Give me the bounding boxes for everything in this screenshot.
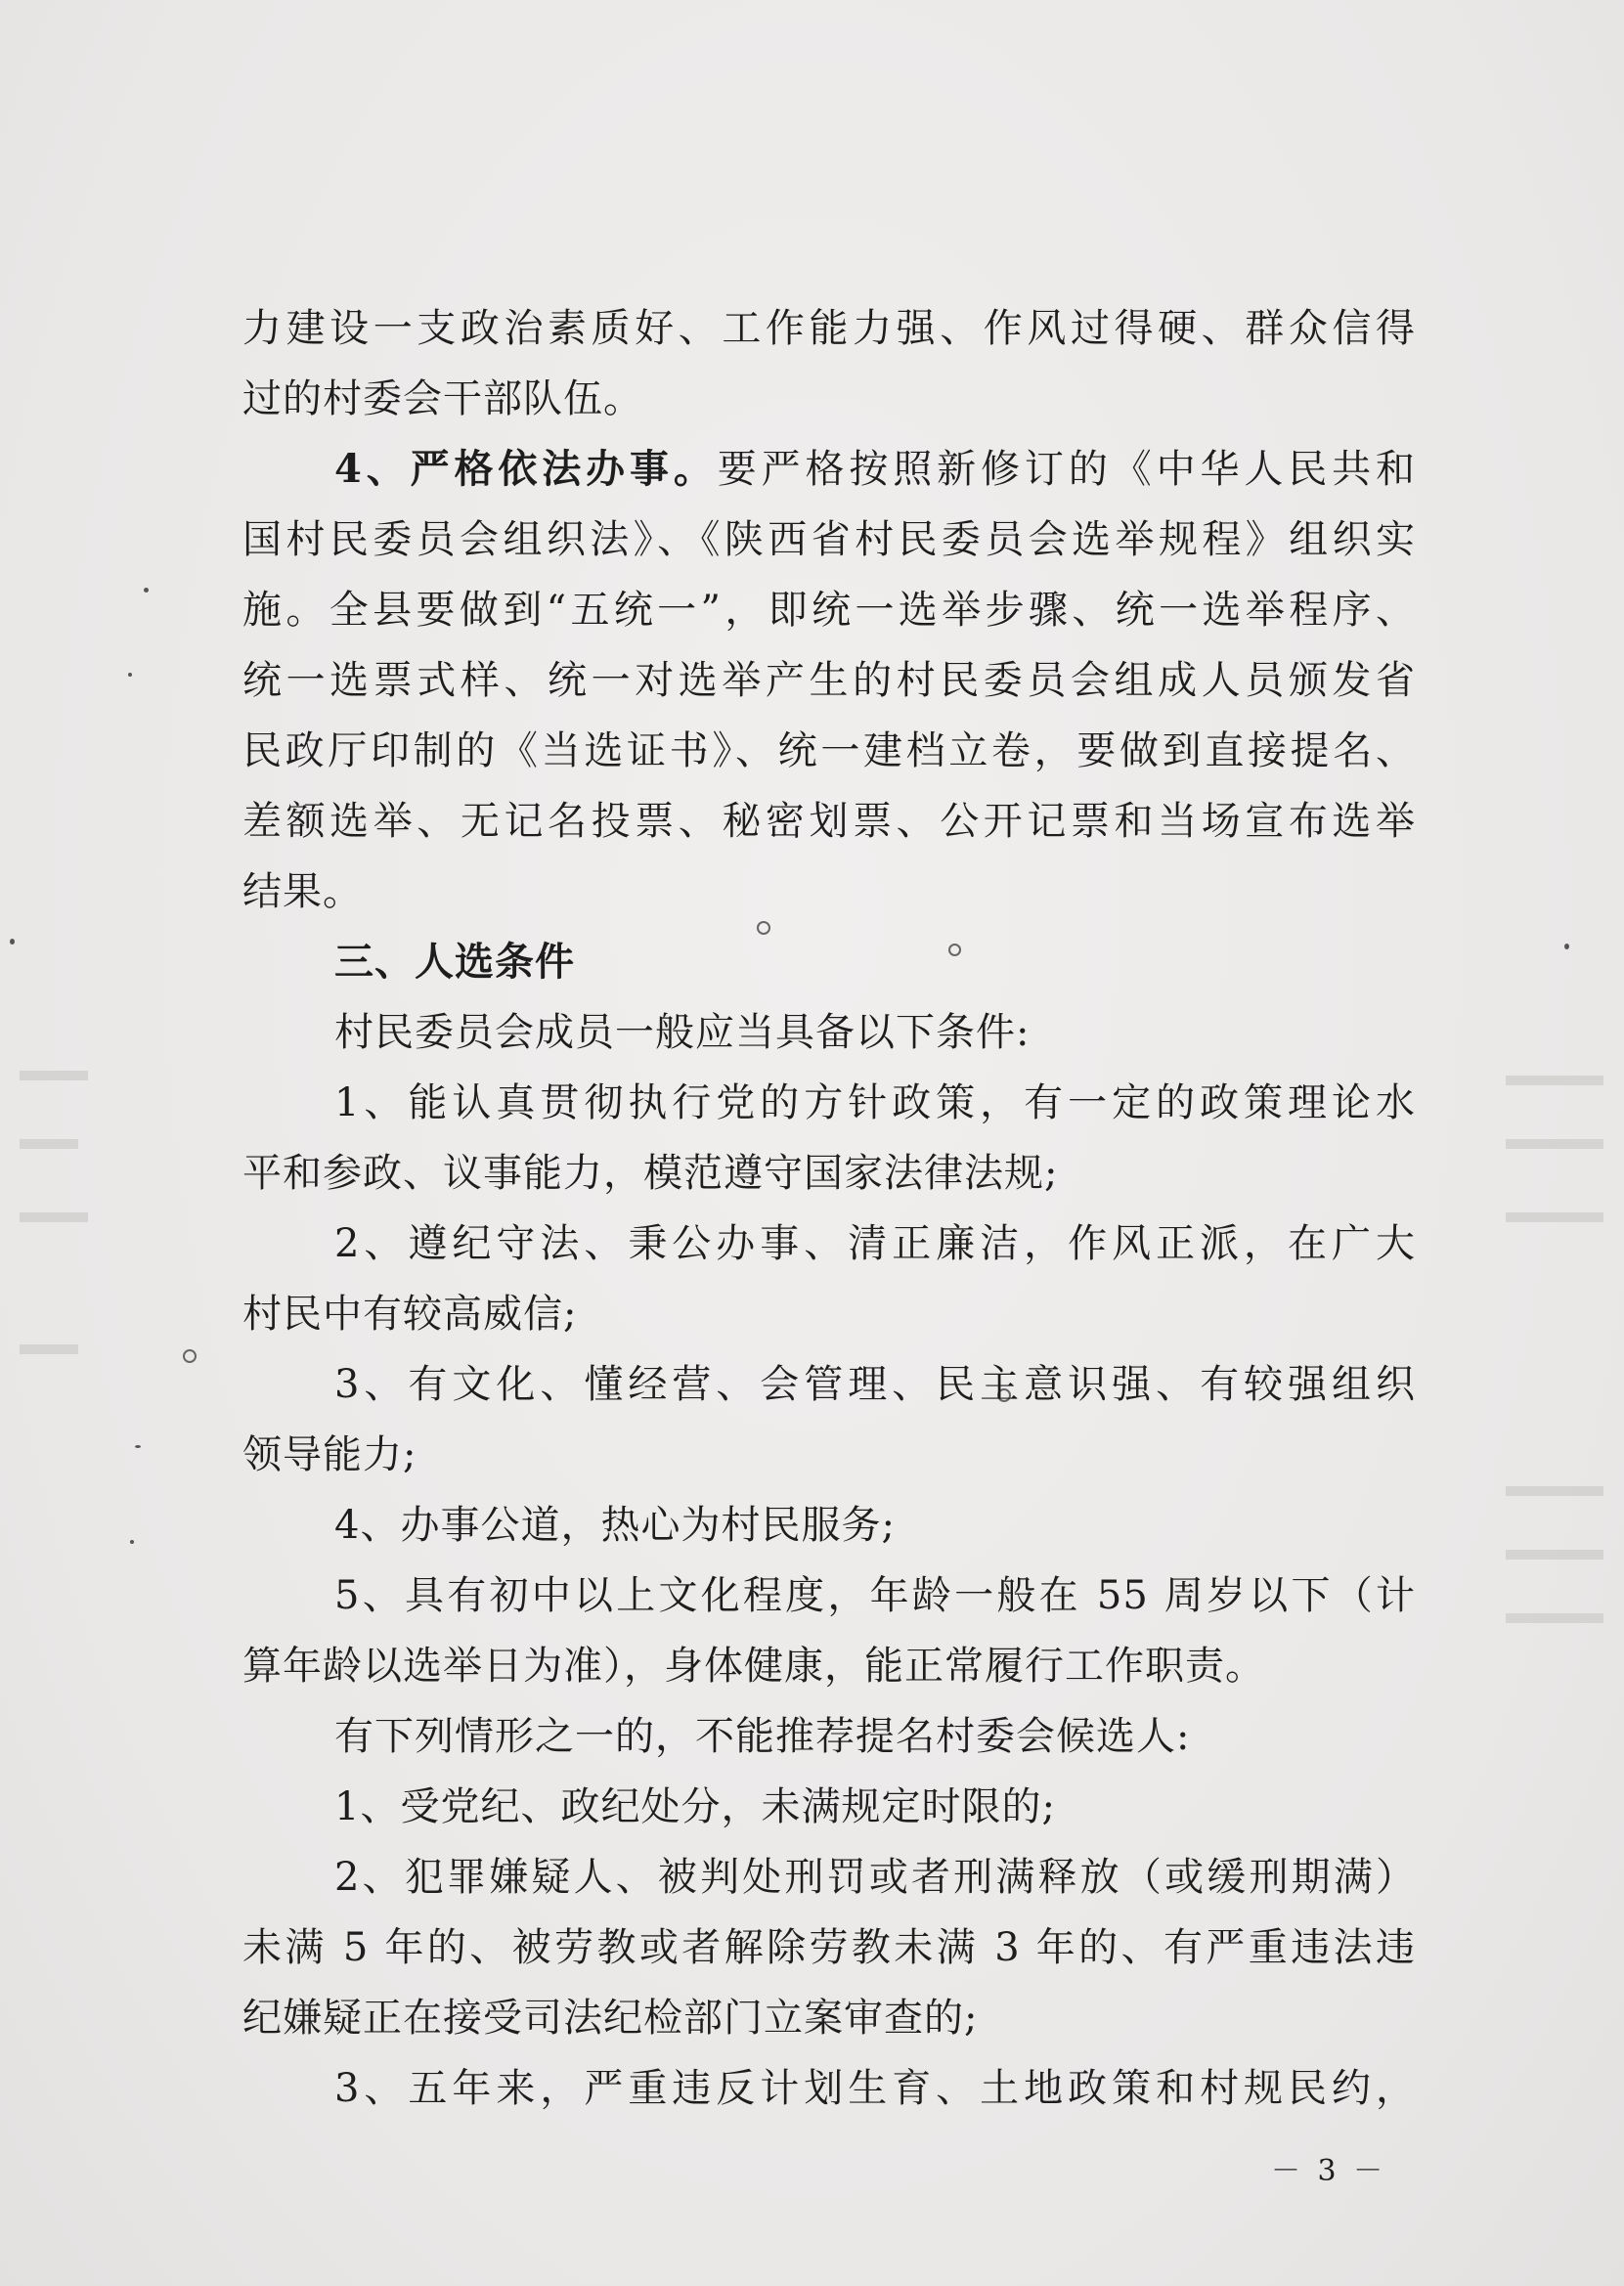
text-line: 1、受党纪、政纪处分，未满规定时限的;	[334, 1784, 1056, 1829]
scan-speck	[10, 939, 15, 945]
text-line	[242, 434, 1416, 505]
bleed-through	[20, 1139, 78, 1149]
scan-speck	[1564, 944, 1569, 949]
text-span: 要严格按照新修订的《中华人民共和	[717, 447, 1416, 492]
page-number: － 3 －	[1271, 2154, 1387, 2188]
bleed-through	[1506, 1212, 1603, 1222]
text-line: 结果。	[242, 869, 363, 914]
bleed-through	[20, 1344, 78, 1354]
section-heading: 三、人选条件	[334, 940, 575, 985]
bleed-through	[1506, 1486, 1603, 1496]
scan-speck	[135, 1445, 141, 1448]
bleed-through	[20, 1212, 88, 1222]
text-line: 民政厅印制的《当选证书》、统一建档立卷，要做到直接提名、	[242, 728, 1416, 773]
scan-speck	[128, 673, 132, 677]
section-lead: 4、严格依法办事。	[334, 446, 718, 492]
document-body	[242, 293, 1416, 2124]
text-line: 平和参政、议事能力，模范遵守国家法律法规;	[242, 1151, 1059, 1196]
text-line: 算年龄以选举日为准），身体健康，能正常履行工作职责。	[242, 1644, 1265, 1689]
text-line: 村民委员会成员一般应当具备以下条件:	[334, 1010, 1031, 1055]
scan-speck	[144, 588, 149, 593]
text-line: 纪嫌疑正在接受司法纪检部门立案审查的;	[242, 1996, 979, 2041]
text-line: 1、能认真贯彻执行党的方针政策，有一定的政策理论水	[334, 1080, 1416, 1125]
text-line: 3、有文化、懂经营、会管理、民主意识强、有较强组织	[334, 1362, 1416, 1407]
text-line: 有下列情形之一的，不能推荐提名村委会候选人:	[334, 1714, 1191, 1759]
text-line: 领导能力;	[242, 1432, 417, 1477]
bleed-through	[1506, 1076, 1603, 1085]
text-line: 4、办事公道，热心为村民服务;	[334, 1503, 896, 1548]
text-line: 村民中有较高威信;	[242, 1292, 578, 1337]
text-line: 3、五年来，严重违反计划生育、土地政策和村规民约，	[334, 2066, 1416, 2111]
bleed-through	[1506, 1613, 1603, 1623]
text-line: 施。全县要做到“五统一”，即统一选举步骤、统一选举程序、	[242, 588, 1416, 633]
text-line: 力建设一支政治素质好、工作能力强、作风过得硬、群众信得	[242, 306, 1416, 351]
bleed-through	[1506, 1550, 1603, 1560]
text-line: 过的村委会干部队伍。	[242, 376, 643, 421]
text-line: 2、犯罪嫌疑人、被判处刑罚或者刑满释放（或缓刑期满）	[334, 1855, 1416, 1900]
text-line: 统一选票式样、统一对选举产生的村民委员会组成人员颁发省	[242, 658, 1416, 703]
bleed-through	[1506, 1139, 1603, 1149]
scan-ring	[183, 1349, 197, 1363]
text-line: 差额选举、无记名投票、秘密划票、公开记票和当场宣布选举	[242, 799, 1416, 844]
bleed-through	[20, 1071, 88, 1080]
text-line: 2、遵纪守法、秉公办事、清正廉洁，作风正派，在广大	[334, 1221, 1416, 1266]
scan-speck	[130, 1540, 134, 1544]
text-line: 未满 5 年的、被劳教或者解除劳教未满 3 年的、有严重违法违	[242, 1925, 1416, 1970]
text-line: 5、具有初中以上文化程度，年龄一般在 55 周岁以下（计	[334, 1573, 1416, 1618]
text-line: 国村民委员会组织法》、《陕西省村民委员会选举规程》组织实	[242, 517, 1416, 562]
